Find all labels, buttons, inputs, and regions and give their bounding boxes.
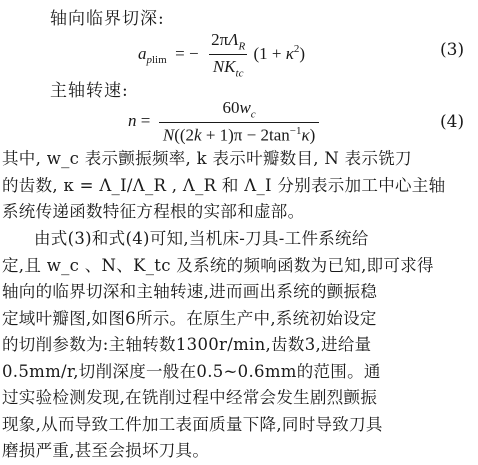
axial-depth-label: 轴向临界切深: [50, 9, 165, 29]
text-line: 定域叶瓣图,如图6所示。在原生产中,系统初始设定 [2, 308, 377, 328]
text-line: 过实验检测发现,在铣削过程中经常会发生剧烈颤振 [2, 388, 378, 407]
equation-4-number: (4) [440, 112, 465, 132]
equation-4: n = $\frac{60w_c}{N((2k + 1)\pi - 2\tan^{-1}\kappa)}$ [128, 98, 319, 146]
text-line: 0.5mm/r,切削深度一般在0.5~0.6mm的范围。通 [2, 361, 381, 381]
text-line: 由式(3)和式(4)可知,当机床-刀具-工件系统给 [34, 229, 369, 248]
text-line: 系统传递函数特征方程根的实部和虚部。 [2, 202, 305, 221]
text-line: 现象,从而导致工件加工表面质量下降,同时导致刀具 [2, 414, 383, 434]
text-line: 轴向的临界切深和主轴转速,进而画出系统的颤振稳 [2, 282, 378, 301]
text-line: 的切削参数为:主轴转数1300r/min,齿数3,进给量 [2, 335, 372, 354]
paragraph-definitions [2, 146, 472, 226]
text-line: 磨损严重,甚至会损坏刀具。 [2, 441, 210, 460]
equation-3-number: (3) [440, 40, 465, 60]
paragraph-analysis [2, 226, 472, 465]
text-line: 定,且 w_c 、N、K_tc 及系统的频响函数为已知,即可求得 [2, 255, 434, 275]
equation-3: $a_{plim}$ = − $\frac{2\pi\Lambda_R}{NK_{tc}}$ $(1 + \kappa^2)$ [138, 30, 306, 80]
spindle-speed-label: 主轴转速: [50, 81, 129, 101]
text-line: 其中, w_c 表示颤振频率, k 表示叶瓣数目, N 表示铣刀 [2, 149, 412, 168]
text-line: 的齿数, κ = Λ_I/Λ_R , Λ_R 和 Λ_I 分别表示加工中心主轴 [2, 175, 446, 195]
